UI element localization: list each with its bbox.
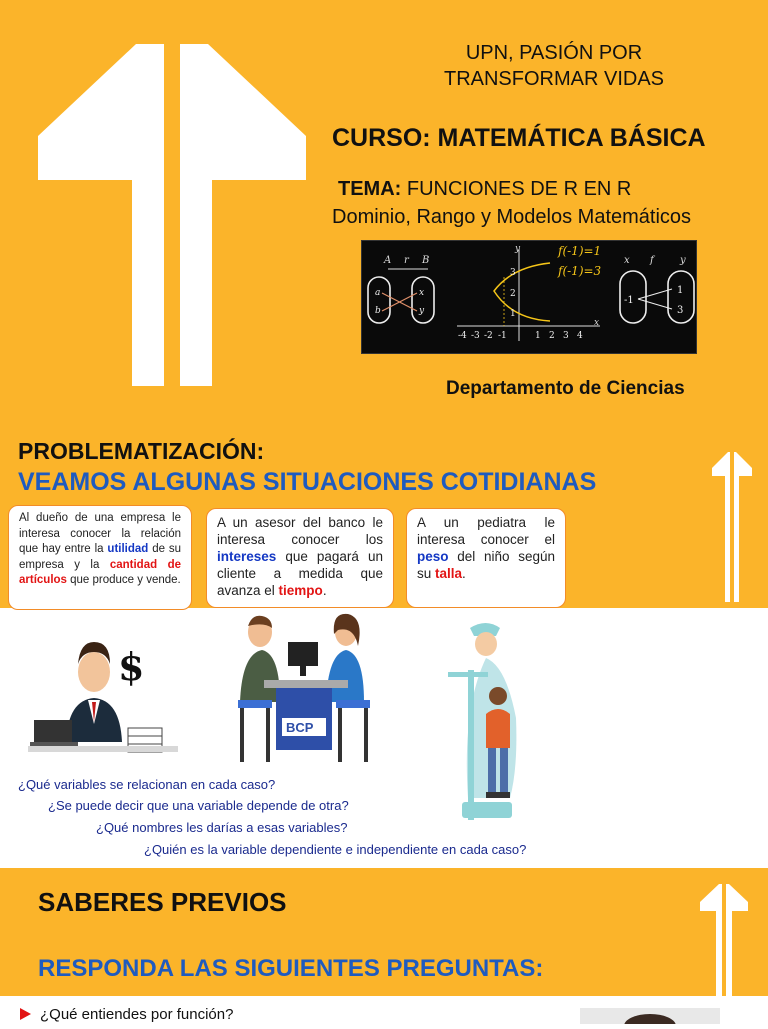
topic-value: FUNCIONES DE R EN R — [406, 178, 632, 200]
situation-card-pediatrician — [406, 508, 566, 608]
dollar-sign: $ — [118, 644, 145, 689]
card2-highlight-tiempo: tiempo — [278, 583, 323, 598]
graph-y-tick-2: 2 — [510, 289, 516, 299]
card3-text-1: A un pediatra le interesa conocer el — [417, 515, 555, 547]
card1-highlight-cantidad: cantidad de artículos — [19, 558, 181, 586]
function-chalkboard-image — [361, 240, 697, 354]
formula-1: f(-1)=1 — [558, 244, 602, 258]
card2-text-1: A un asesor del banco le interesa conocer los — [217, 515, 383, 547]
bullet-arrow-icon — [20, 1008, 31, 1020]
card2-highlight-intereses: intereses — [217, 549, 277, 564]
right-label-x: x — [624, 255, 630, 266]
formula-2: f(-1)=3 — [558, 264, 602, 278]
upn-arrow-logo-icon — [712, 452, 752, 602]
question-1: ¿Qué variables se relacionan en cada caso? — [18, 777, 276, 792]
upn-arrow-logo-icon — [700, 884, 748, 1024]
graph-x-tick-4: 4 — [577, 331, 583, 341]
right-label-f: f — [650, 255, 654, 266]
graph-axis-x: x — [594, 318, 600, 328]
card3-text-3: . — [462, 566, 466, 581]
tagline-line-1: UPN, PASIÓN POR — [465, 42, 643, 64]
card1-text-1: Al dueño de una empresa le interesa conocer la relación que hay entre la — [19, 512, 181, 555]
tagline-line-2: TRANSFORMAR VIDAS — [443, 68, 665, 90]
card3-highlight-talla: talla — [435, 566, 463, 581]
right-set-b-1: 1 — [677, 285, 684, 296]
graph-x-tick-m4: -4 — [458, 331, 467, 341]
card2-text-2: que pagará un cliente a medida que avanza el — [217, 549, 383, 598]
set-a-a: a — [375, 288, 381, 298]
graph-x-tick-1: 1 — [535, 331, 541, 341]
graph-y-tick-1: 1 — [510, 309, 516, 319]
topic-label: TEMA: — [338, 178, 402, 200]
problem-subtitle: VEAMOS ALGUNAS SITUACIONES COTIDIANAS — [18, 468, 597, 496]
topic-line — [338, 178, 631, 201]
card1-text-3: que produce y vende. — [66, 574, 181, 586]
question-2: ¿Se puede decir que una variable depende de otra? — [48, 798, 349, 813]
prior-knowledge-subtitle: RESPONDA LAS SIGUIENTES PREGUNTAS: — [38, 955, 544, 982]
chalkboard-drawing — [362, 241, 696, 353]
set-a-b: b — [375, 306, 381, 316]
upn-arrow-logo-icon — [38, 44, 306, 388]
right-set-b-3: 3 — [677, 305, 684, 316]
graph-x-tick-m1: -1 — [498, 331, 507, 341]
card1-highlight-utilidad: utilidad — [107, 543, 149, 555]
set-b-y: y — [419, 306, 425, 316]
card2-text-3: . — [322, 583, 327, 598]
course-title: CURSO: MATEMÁTICA BÁSICA — [332, 124, 706, 152]
bullet-question-1: ¿Qué entiendes por función? — [40, 1006, 234, 1023]
pediatrician-illustration — [440, 618, 550, 836]
prior-knowledge-title: SABERES PREVIOS — [38, 887, 287, 917]
topic-subtitle: Dominio, Rango y Modelos Matemáticos — [332, 206, 692, 228]
card3-highlight-peso: peso — [417, 549, 449, 564]
right-set-a-m1: -1 — [624, 295, 634, 306]
department-label: Departamento de Ciencias — [446, 378, 685, 399]
label-r: r — [404, 255, 409, 266]
graph-axis-y: y — [515, 244, 521, 254]
graph-x-tick-m2: -2 — [484, 331, 493, 341]
person-head-shape — [580, 1008, 720, 1024]
situation-card-bank — [206, 508, 394, 608]
right-label-y: y — [680, 255, 686, 266]
graph-y-tick-3: 3 — [510, 268, 516, 278]
problem-title: PROBLEMATIZACIÓN: — [18, 438, 265, 464]
bcp-logo: BCP — [286, 720, 314, 735]
label-A: A — [384, 255, 392, 266]
graph-x-tick-m3: -3 — [471, 331, 480, 341]
businessman-illustration — [28, 632, 178, 762]
situation-card-business — [8, 505, 192, 610]
person-photo-partial — [580, 1008, 720, 1024]
set-b-x: x — [419, 288, 425, 298]
label-B: B — [422, 255, 430, 266]
card3-text-2: del niño según su — [417, 549, 555, 581]
graph-x-tick-2: 2 — [549, 331, 555, 341]
card1-text-2: de su empresa y la — [19, 543, 182, 571]
bank-advisor-illustration — [228, 612, 378, 767]
question-4: ¿Quién es la variable dependiente e independiente en cada caso? — [144, 842, 527, 857]
graph-x-tick-3: 3 — [563, 331, 569, 341]
question-3: ¿Qué nombres les darías a esas variables? — [96, 820, 348, 835]
upn-tagline — [400, 40, 708, 92]
